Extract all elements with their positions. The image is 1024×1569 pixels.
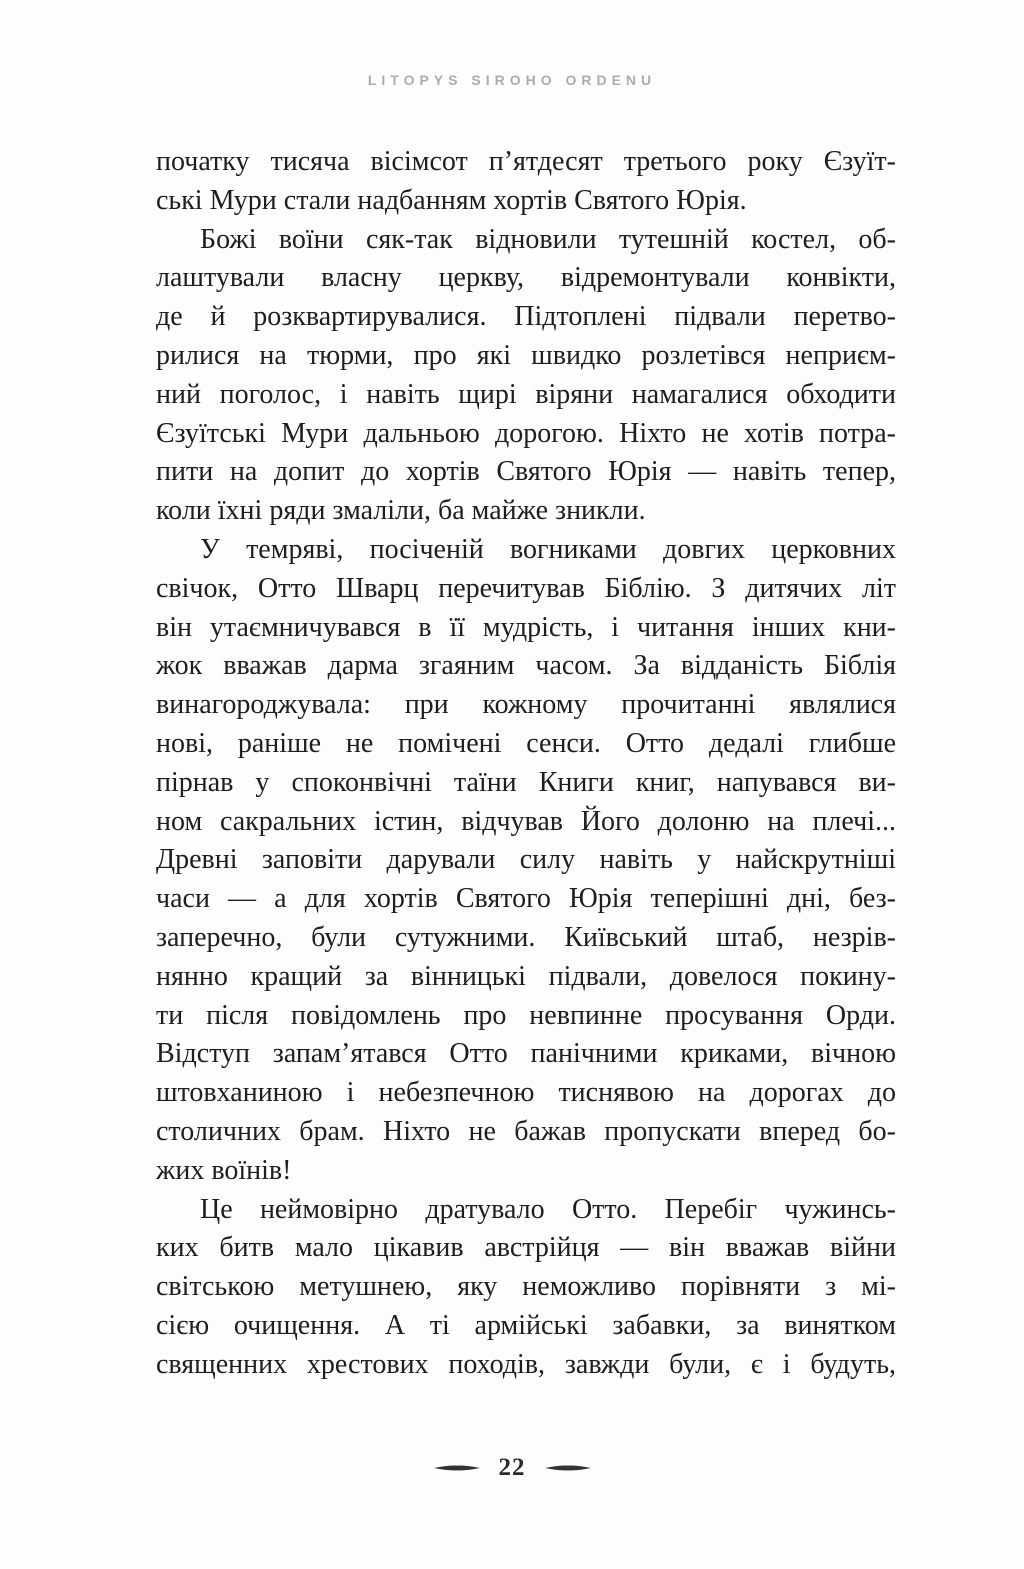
text-line: Божі воїни сяк-так відновили тутешній костел, об- — [200, 223, 896, 255]
text-line: нові, раніше не помічені сенси. Отто дедалі глибше — [156, 727, 896, 759]
text-line: столичних брам. Ніхто не бажав пропускати вперед бо- — [156, 1115, 896, 1147]
page-number: 22 — [498, 1454, 526, 1481]
text-line: У темряві, посіченій вогниками довгих церковних — [200, 533, 896, 565]
text-line: штовханиною і небезпечною тиснявою на дорогах до — [156, 1077, 896, 1109]
text-line: Відступ запам’ятався Отто панічними криками, вічною — [156, 1038, 896, 1070]
page-footer — [0, 1448, 1024, 1488]
text-line: заперечно, були сутужними. Київський штаб, незрів- — [156, 921, 896, 953]
text-line: він утаємничувався в її мудрість, і читання інших кни- — [156, 611, 896, 643]
spindle-dash-right-icon — [545, 1464, 591, 1472]
text-line: нянно кращий за вінницькі підвали, довелося покину- — [156, 960, 896, 992]
text-line: Єзуїтські Мури дальньою дорогою. Ніхто не хотів потра- — [156, 417, 896, 449]
text-line: ких битв мало цікавив австрійця — він вважав війни — [156, 1232, 896, 1264]
text-line: жок вважав дарма згаяним часом. За відданість Біблія — [156, 650, 896, 682]
text-line: початку тисяча вісімсот п’ятдесят третього року Єзуїт- — [156, 146, 896, 177]
text-line: світською метушнею, яку неможливо порівняти з мі- — [156, 1271, 896, 1303]
text-line: пірнав у споконвічні таїни Книги книг, напувався ви- — [156, 766, 896, 798]
text-line: Це неймовірно дратувало Отто. Перебіг чужинсь- — [200, 1193, 896, 1225]
text-line: ські Мури стали надбанням хортів Святого Юрія. — [156, 184, 747, 216]
text-line: коли їхні ряди змаліли, ба майже зникли. — [156, 495, 646, 527]
text-line: священних хрестових походів, завжди були, є і будуть, — [156, 1348, 896, 1380]
text-line: Древні заповіти дарували силу навіть у найскрутніші — [156, 844, 896, 876]
text-line: пити на допит до хортів Святого Юрія — навіть тепер, — [156, 456, 896, 488]
text-line: свічок, Отто Шварц перечитував Біблію. З дитячих літ — [156, 572, 896, 604]
body-text — [156, 143, 896, 1385]
text-line: винагороджувала: при кожному прочитанні являлися — [156, 689, 896, 721]
spindle-dash-left-icon — [434, 1464, 480, 1472]
text-line: рилися на тюрми, про які швидко розлетівся неприєм- — [156, 339, 896, 371]
text-line: ти після повідомлень про невпинне просування Орди. — [156, 999, 896, 1031]
text-line: ний поголос, і навіть щирі віряни намагалися обходити — [156, 378, 896, 410]
text-line: ном сакральних істин, відчував Його долоню на плечі... — [156, 805, 896, 837]
text-line: часи — а для хортів Святого Юрія теперішні дні, без- — [156, 883, 896, 915]
text-line: сією очищення. А ті армійські забавки, за винятком — [156, 1309, 896, 1341]
text-line: жих воїнів! — [156, 1154, 292, 1186]
text-line: лаштували власну церкву, відремонтували конвікти, — [156, 262, 896, 294]
running-header: LITOPYS SIROHO ORDENU — [367, 72, 657, 88]
text-line: де й розквартирувалися. Підтоплені підвали перетво- — [156, 301, 896, 333]
